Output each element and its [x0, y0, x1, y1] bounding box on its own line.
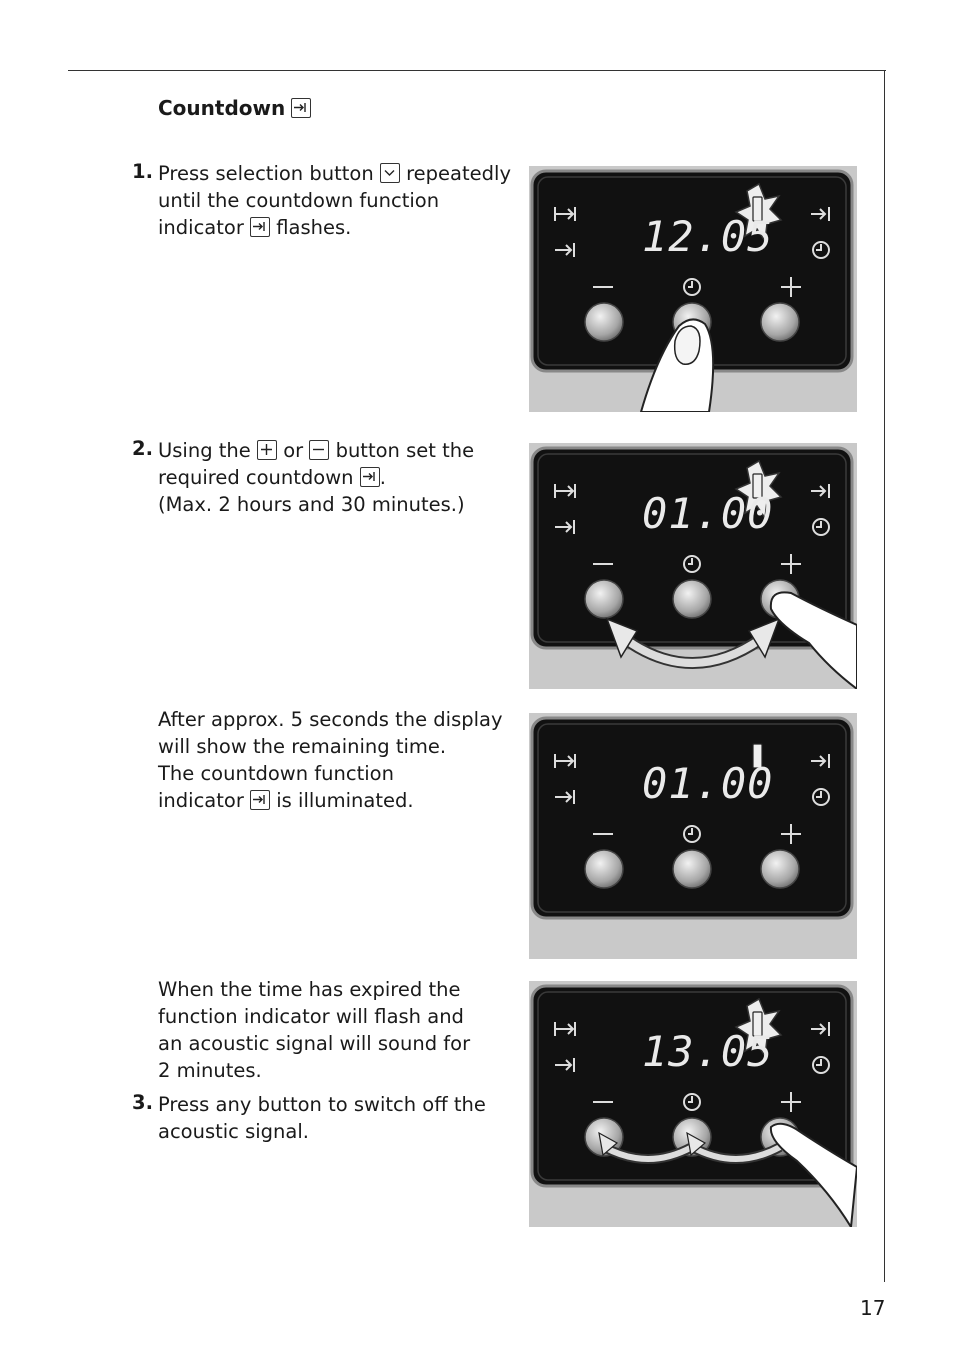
page-number: 17	[860, 1296, 886, 1320]
countdown-icon	[250, 217, 270, 237]
clock-knob	[673, 850, 711, 888]
text-line: The countdown function	[158, 762, 394, 785]
minus-button-icon	[309, 440, 329, 460]
step-3-number: 3.	[132, 1091, 153, 1114]
step-3-line: Press any button to switch off the	[158, 1093, 486, 1116]
expired-text	[158, 976, 518, 1084]
text-line: function indicator will flash and	[158, 1005, 464, 1028]
minus-knob	[585, 850, 623, 888]
text-line: After approx. 5 seconds the display	[158, 708, 503, 731]
text-line: 2 minutes.	[158, 1059, 262, 1082]
panel-illustration-2	[529, 443, 857, 689]
right-rule	[884, 70, 885, 1282]
remaining-time-text	[158, 706, 518, 814]
step-1-line: indicator	[158, 216, 244, 239]
step-1-number: 1.	[132, 160, 153, 183]
step-1-line: Press selection button	[158, 162, 374, 185]
step-2-line: .	[379, 466, 386, 489]
plus-knob	[761, 303, 799, 341]
step-2-line: Using the	[158, 439, 251, 462]
step-2-text	[158, 437, 518, 518]
plus-knob	[761, 850, 799, 888]
step-2-line: (Max. 2 hours and 30 minutes.)	[158, 493, 465, 516]
step-1-line: flashes.	[276, 216, 352, 239]
clock-knob	[673, 580, 711, 618]
display-digits: 12.05	[642, 212, 774, 261]
panel-illustration-1	[529, 166, 857, 412]
countdown-icon	[360, 467, 380, 487]
step-3-line: acoustic signal.	[158, 1120, 309, 1143]
control-panel-3	[529, 713, 857, 959]
section-heading	[158, 96, 311, 120]
minus-knob	[585, 580, 623, 618]
step-2-line: required countdown	[158, 466, 354, 489]
panel-illustration-3	[529, 713, 857, 959]
step-2-line: button set the	[335, 439, 475, 462]
step-2-line: or	[283, 439, 304, 462]
step-2-number: 2.	[132, 437, 153, 460]
display-digits: 01.00	[642, 489, 774, 538]
text-line: is illuminated.	[276, 789, 414, 812]
control-panel-4	[529, 981, 857, 1227]
minus-knob	[585, 303, 623, 341]
control-panel-2	[529, 443, 857, 689]
step-1-line: until the countdown function	[158, 189, 440, 212]
fingernail-icon	[675, 326, 700, 364]
heading-title: Countdown	[158, 96, 286, 120]
top-rule	[68, 70, 886, 71]
text-line: When the time has expired the	[158, 978, 461, 1001]
countdown-icon	[291, 98, 311, 118]
step-1-text	[158, 160, 518, 241]
step-3-text	[158, 1091, 518, 1145]
control-panel-1	[529, 166, 857, 412]
text-line: indicator	[158, 789, 244, 812]
step-1-line: repeatedly	[406, 162, 511, 185]
text-line: an acoustic signal will sound for	[158, 1032, 471, 1055]
panel-illustration-4	[529, 981, 857, 1227]
display-digits: 01.00	[642, 759, 774, 808]
text-line: will show the remaining time.	[158, 735, 447, 758]
display-digits: 13.05	[642, 1027, 774, 1076]
selection-button-icon	[380, 163, 400, 183]
plus-button-icon	[257, 440, 277, 460]
countdown-icon	[250, 790, 270, 810]
